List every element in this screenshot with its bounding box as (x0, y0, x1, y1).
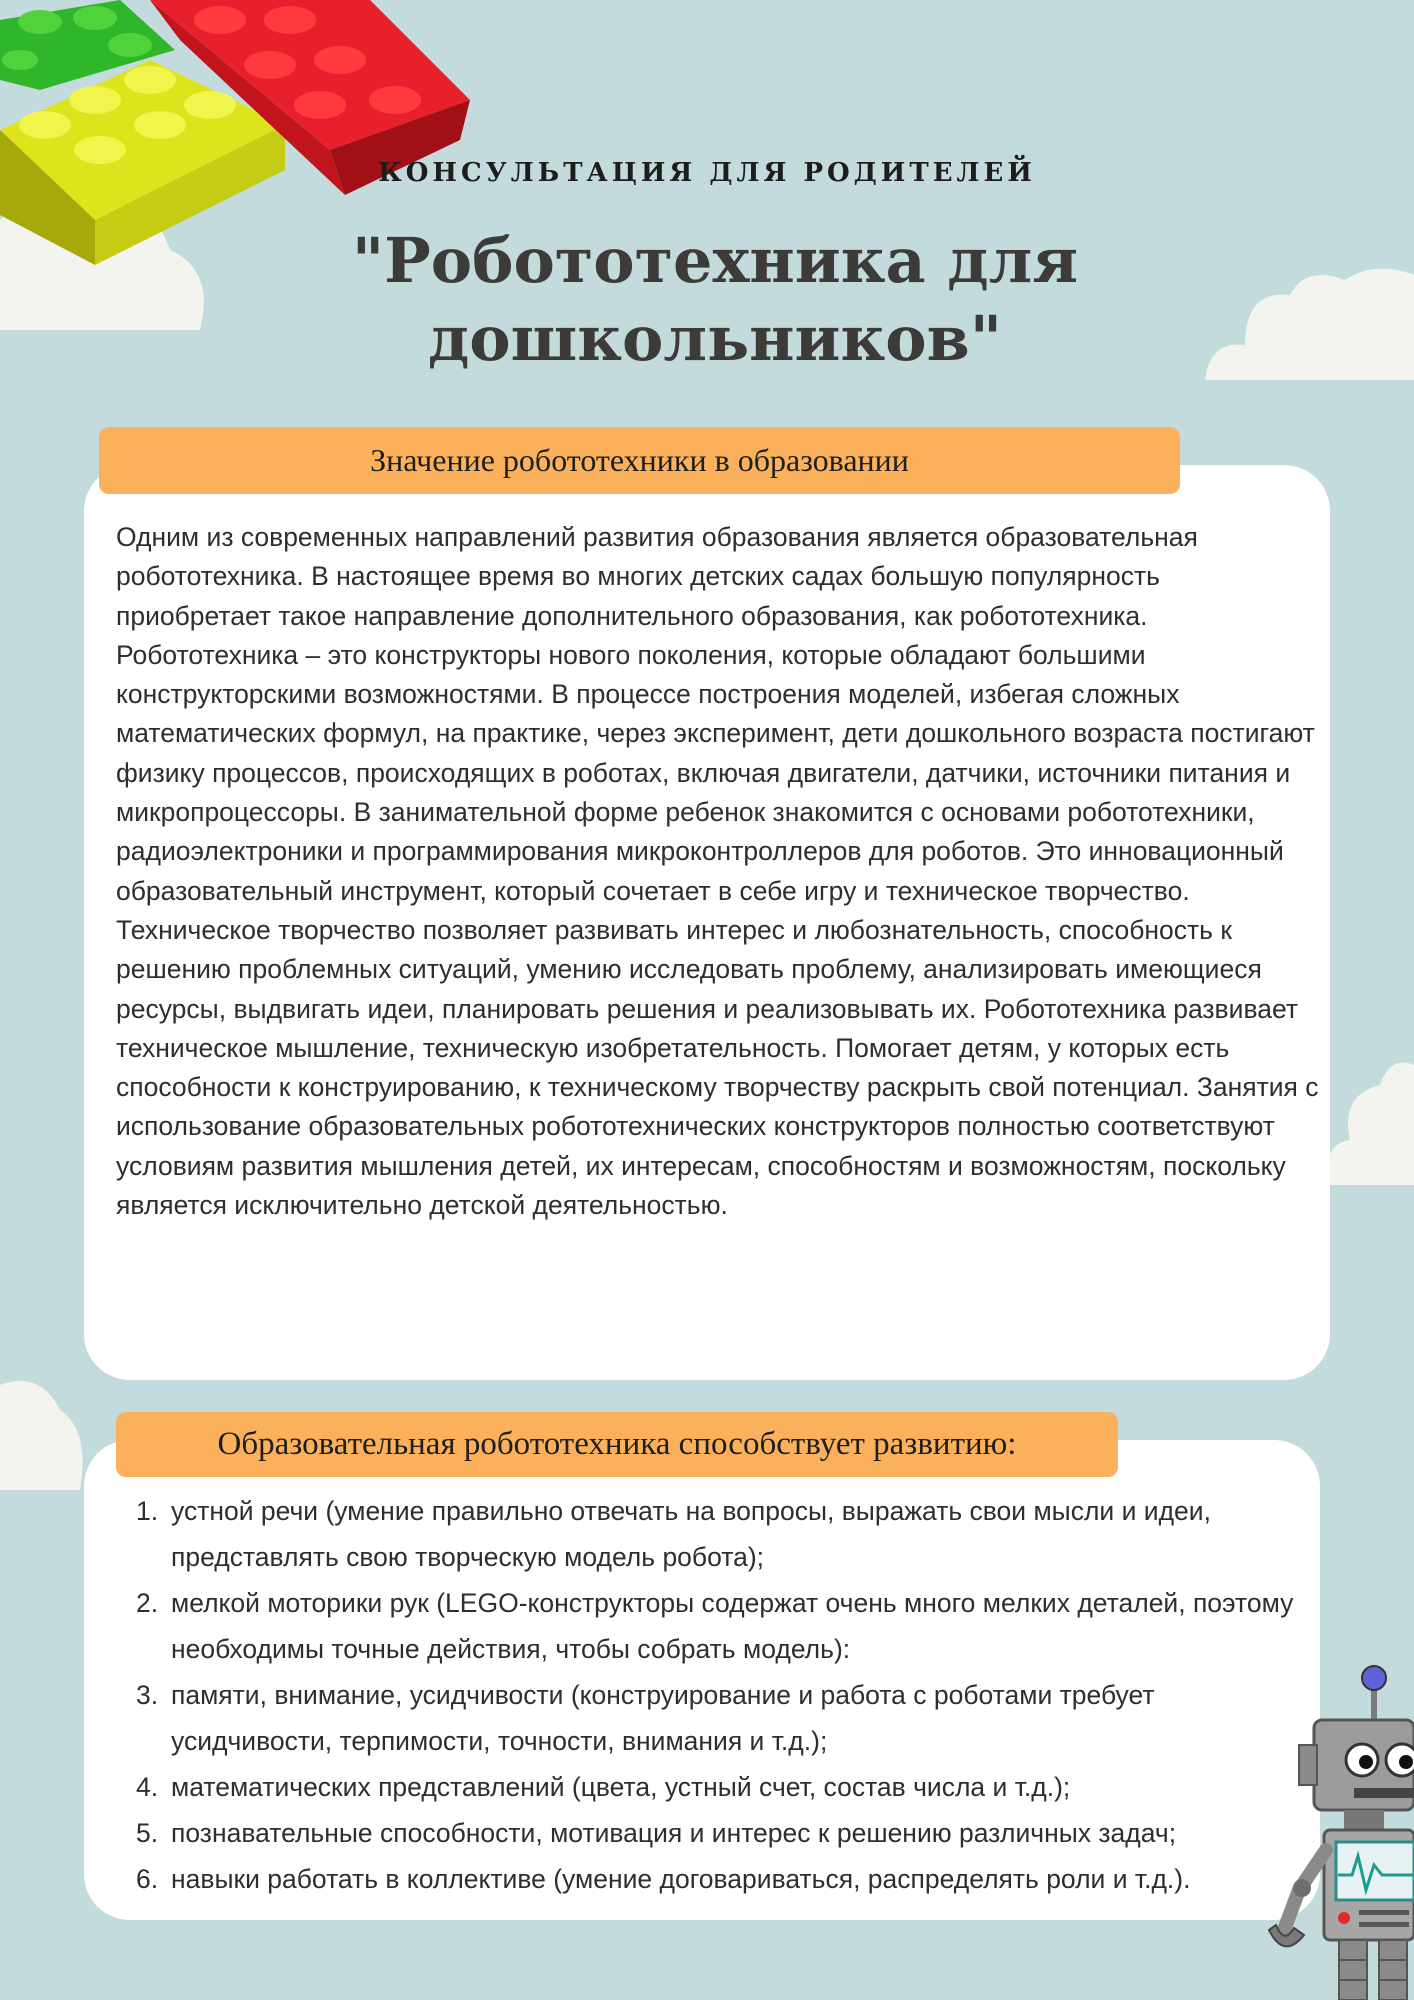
paragraph: Техническое творчество позволяет развивать интерес и любознательность, способность к решению проблемных ситуаций, умению исследовать проблему, анализировать имеющиеся ресурсы, выдвигать идеи, планировать решения и реализовывать их. Робототехника развивает техническое мышление, техническую изобретательность. Помогает детям, у которых есть способности к конструированию, к техническому творчеству раскрыть свой потенциал. Занятия с использование образовательных робототехнических конструкторов полностью соответствуют условиям развития мышления детей, их интересам, способностям и возможностям, поскольку является исключительно детской деятельностью. (116, 914, 1319, 1221)
section-heading-meaning: Значение робототехники в образовании (99, 427, 1180, 494)
list-item-text: навыки работать в коллективе (умение договариваться, распределять роли и т.д.). (171, 1864, 1191, 1894)
development-list (116, 1488, 1316, 1902)
list-item-number: 3. (136, 1680, 159, 1710)
list-item (116, 1672, 1316, 1764)
list-item-text: познавательные способности, мотивация и интерес к решению различных задач; (171, 1818, 1177, 1848)
list-item-number: 2. (136, 1588, 159, 1618)
list-item-text: памяти, внимание, усидчивости (конструирование и работа с роботами требует усидчивости, терпимости, точности, внимания и т.д.); (171, 1680, 1155, 1756)
list-item-number: 6. (136, 1864, 159, 1894)
list-item-number: 5. (136, 1818, 159, 1848)
page-title: "Робототехника для дошкольников" (351, 224, 1079, 375)
list-item (116, 1764, 1316, 1810)
robot-illustration (1244, 1660, 1414, 2000)
list-item (116, 1488, 1316, 1580)
paragraph: Одним из современных направлений развития образования является образовательная робототехника. В настоящее время во многих детских садах большую популярность приобретает такое направление дополнительного образования, как робототехника. Робототехника – это конструкторы нового поколения, которые обладают большими конструкторскими возможностями. В процессе построения моделей, избегая сложных математических формул, на практике, через эксперимент, дети дошкольного возраста постигают физику процессов, происходящих в роботах, включая двигатели, датчики, источники питания и микропроцессоры. В занимательной форме ребенок знакомится с основами робототехники, радиоэлектроники и программирования микроконтроллеров для роботов. Это инновационный образовательный инструмент, который сочетает в себе игру и техническое творчество. (116, 522, 1315, 906)
section-body-meaning (116, 518, 1321, 1225)
list-item-text: устной речи (умение правильно отвечать на вопросы, выражать свои мысли и идеи, представлять свою творческую модель робота); (171, 1496, 1211, 1572)
list-item-text: мелкой моторики рук (LEGO-конструкторы содержат очень много мелких деталей, поэтому необходимы точные действия, чтобы собрать модель): (171, 1588, 1294, 1664)
list-item (116, 1810, 1316, 1856)
list-item (116, 1580, 1316, 1672)
list-item (116, 1856, 1316, 1902)
list-item-text: математических представлений (цвета, устный счет, состав числа и т.д.); (171, 1772, 1071, 1802)
list-item-number: 4. (136, 1772, 159, 1802)
section-heading-development: Образовательная робототехника способствует развитию: (116, 1412, 1118, 1477)
list-item-number: 1. (136, 1496, 159, 1526)
page-subtitle: КОНСУЛЬТАЦИЯ ДЛЯ РОДИТЕЛЕЙ (378, 158, 1036, 188)
cloud-middle-right (1320, 1055, 1414, 1190)
cloud-middle-left (0, 1380, 90, 1490)
cloud-top-right (1205, 260, 1414, 390)
